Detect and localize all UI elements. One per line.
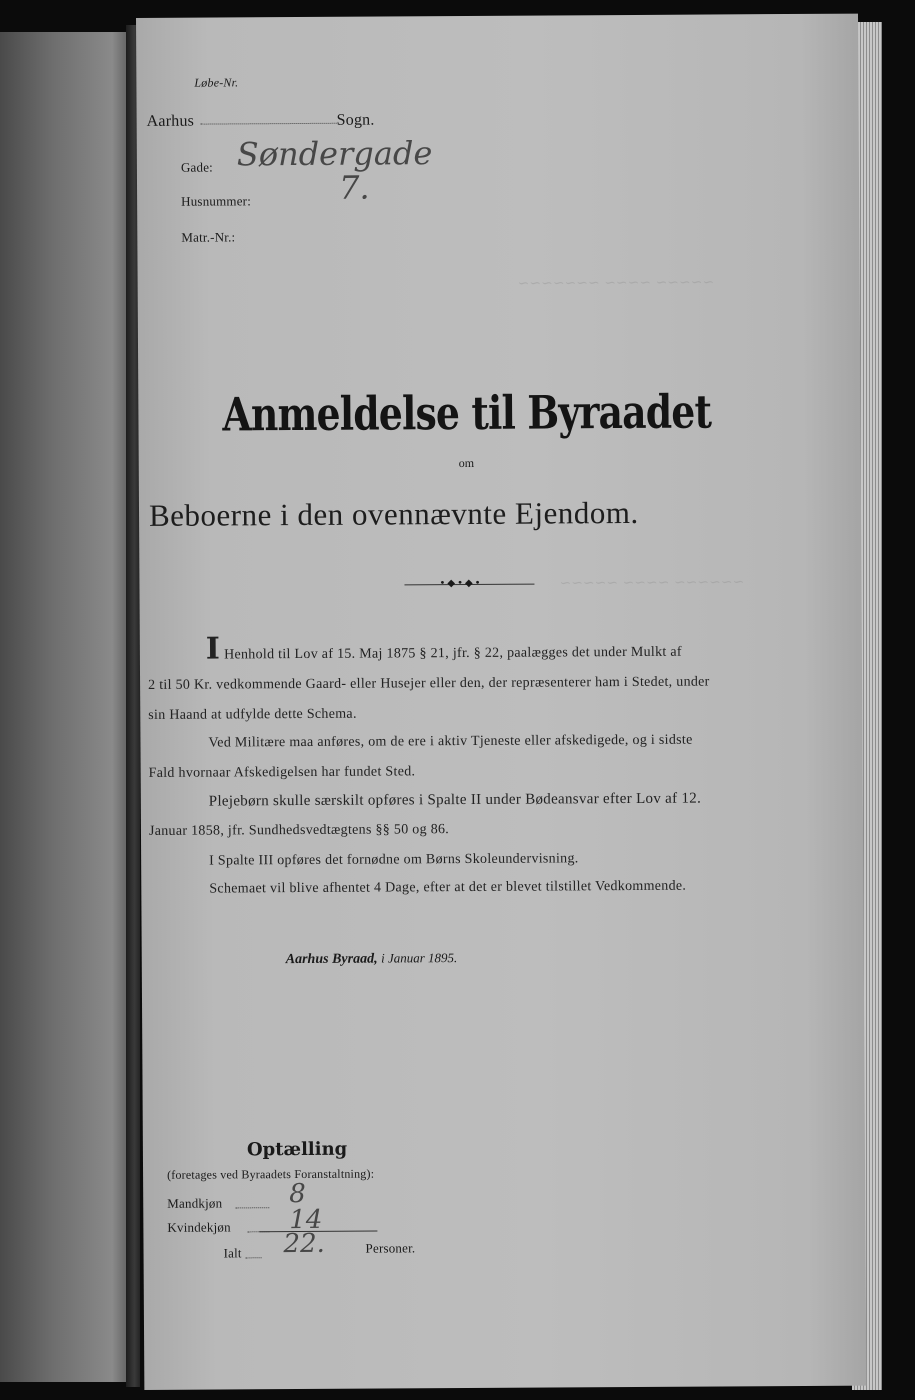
instruction-paragraph-1-line-2: 2 til 50 Kr. vedkommende Gaard- eller Husejer eller den, der repræsenterer ham i Stedet, under <box>148 674 710 693</box>
instruction-text: Henhold til Lov af 15. Maj 1875 § 21, jfr. § 22, paalægges det under Mulkt af <box>224 644 682 663</box>
instruction-paragraph-3-line-2: Januar 1858, jfr. Sundhedsvedtægtens §§ 50 og 86. <box>148 822 450 839</box>
instruction-paragraph-1-line-1 <box>206 629 682 667</box>
kvindekjon-label: Kvindekjøn <box>167 1219 231 1235</box>
ialt-value-handwritten[interactable]: 22. <box>283 1228 325 1260</box>
ornament-dots: •◆•◆• <box>439 577 483 590</box>
count-heading: Optælling <box>246 1138 348 1161</box>
census-form-page <box>136 14 866 1390</box>
bleed-through-decoration: ~~~~~ ~~~~ ~~~~~~~ <box>517 274 715 292</box>
sogn-label: Sogn. <box>336 111 375 129</box>
sogn-field-line[interactable] <box>201 123 337 125</box>
mandkjon-dots <box>235 1207 269 1208</box>
husnummer-label: Husnummer: <box>181 193 252 209</box>
facing-page-left <box>0 32 132 1382</box>
personer-label: Personer. <box>365 1240 416 1256</box>
instruction-paragraph-1-line-3: sin Haand at udfylde dette Schema. <box>148 706 357 723</box>
matr-label: Matr.-Nr.: <box>181 229 236 245</box>
signature-org: Aarhus Byraad, <box>285 951 378 968</box>
dropcap-letter: I <box>205 631 221 667</box>
lobe-nr-label: Løbe-Nr. <box>194 75 239 90</box>
count-note: (foretages ved Byraadets Foranstaltning): <box>167 1166 375 1182</box>
gade-value-handwritten[interactable]: Søndergade <box>236 134 433 174</box>
instruction-paragraph-4: I Spalte III opføres det fornødne om Børns Skoleundervisning. <box>209 851 579 869</box>
signature-date: i Januar 1895. <box>381 950 458 966</box>
signature-line <box>286 950 458 968</box>
gade-label: Gade: <box>180 159 214 175</box>
mandkjon-label: Mandkjøn <box>167 1195 223 1211</box>
instruction-paragraph-3-line-1: Plejebørn skulle særskilt opføres i Spalte II under Bødeansvar efter Lov af 12. <box>208 790 702 810</box>
city-label: Aarhus <box>146 112 195 130</box>
husnummer-value-handwritten[interactable]: 7. <box>338 168 370 207</box>
kvindekjon-value-handwritten[interactable]: 14 <box>289 1204 323 1236</box>
instruction-paragraph-5: Schemaet vil blive afhentet 4 Dage, efter at det er blevet tilstillet Vedkommende. <box>209 878 687 897</box>
title-om: om <box>458 455 475 471</box>
ialt-dots <box>246 1257 262 1258</box>
page-subtitle: Beboerne i den ovennævnte Ejendom. <box>148 494 639 533</box>
page-title: Anmeldelse til Byraadet <box>222 384 712 442</box>
bleed-through-decoration: ~~~~~~ ~~~~ ~~~~~ <box>559 574 745 592</box>
mandkjon-value-handwritten[interactable]: 8 <box>289 1178 306 1210</box>
instruction-paragraph-2-line-1: Ved Militære maa anføres, om de ere i aktiv Tjeneste eller afskedigede, og i sidste <box>208 732 693 751</box>
ialt-label: Ialt <box>223 1245 242 1261</box>
instruction-paragraph-2-line-2: Fald hvornaar Afskedigelsen har fundet Sted. <box>148 764 416 781</box>
